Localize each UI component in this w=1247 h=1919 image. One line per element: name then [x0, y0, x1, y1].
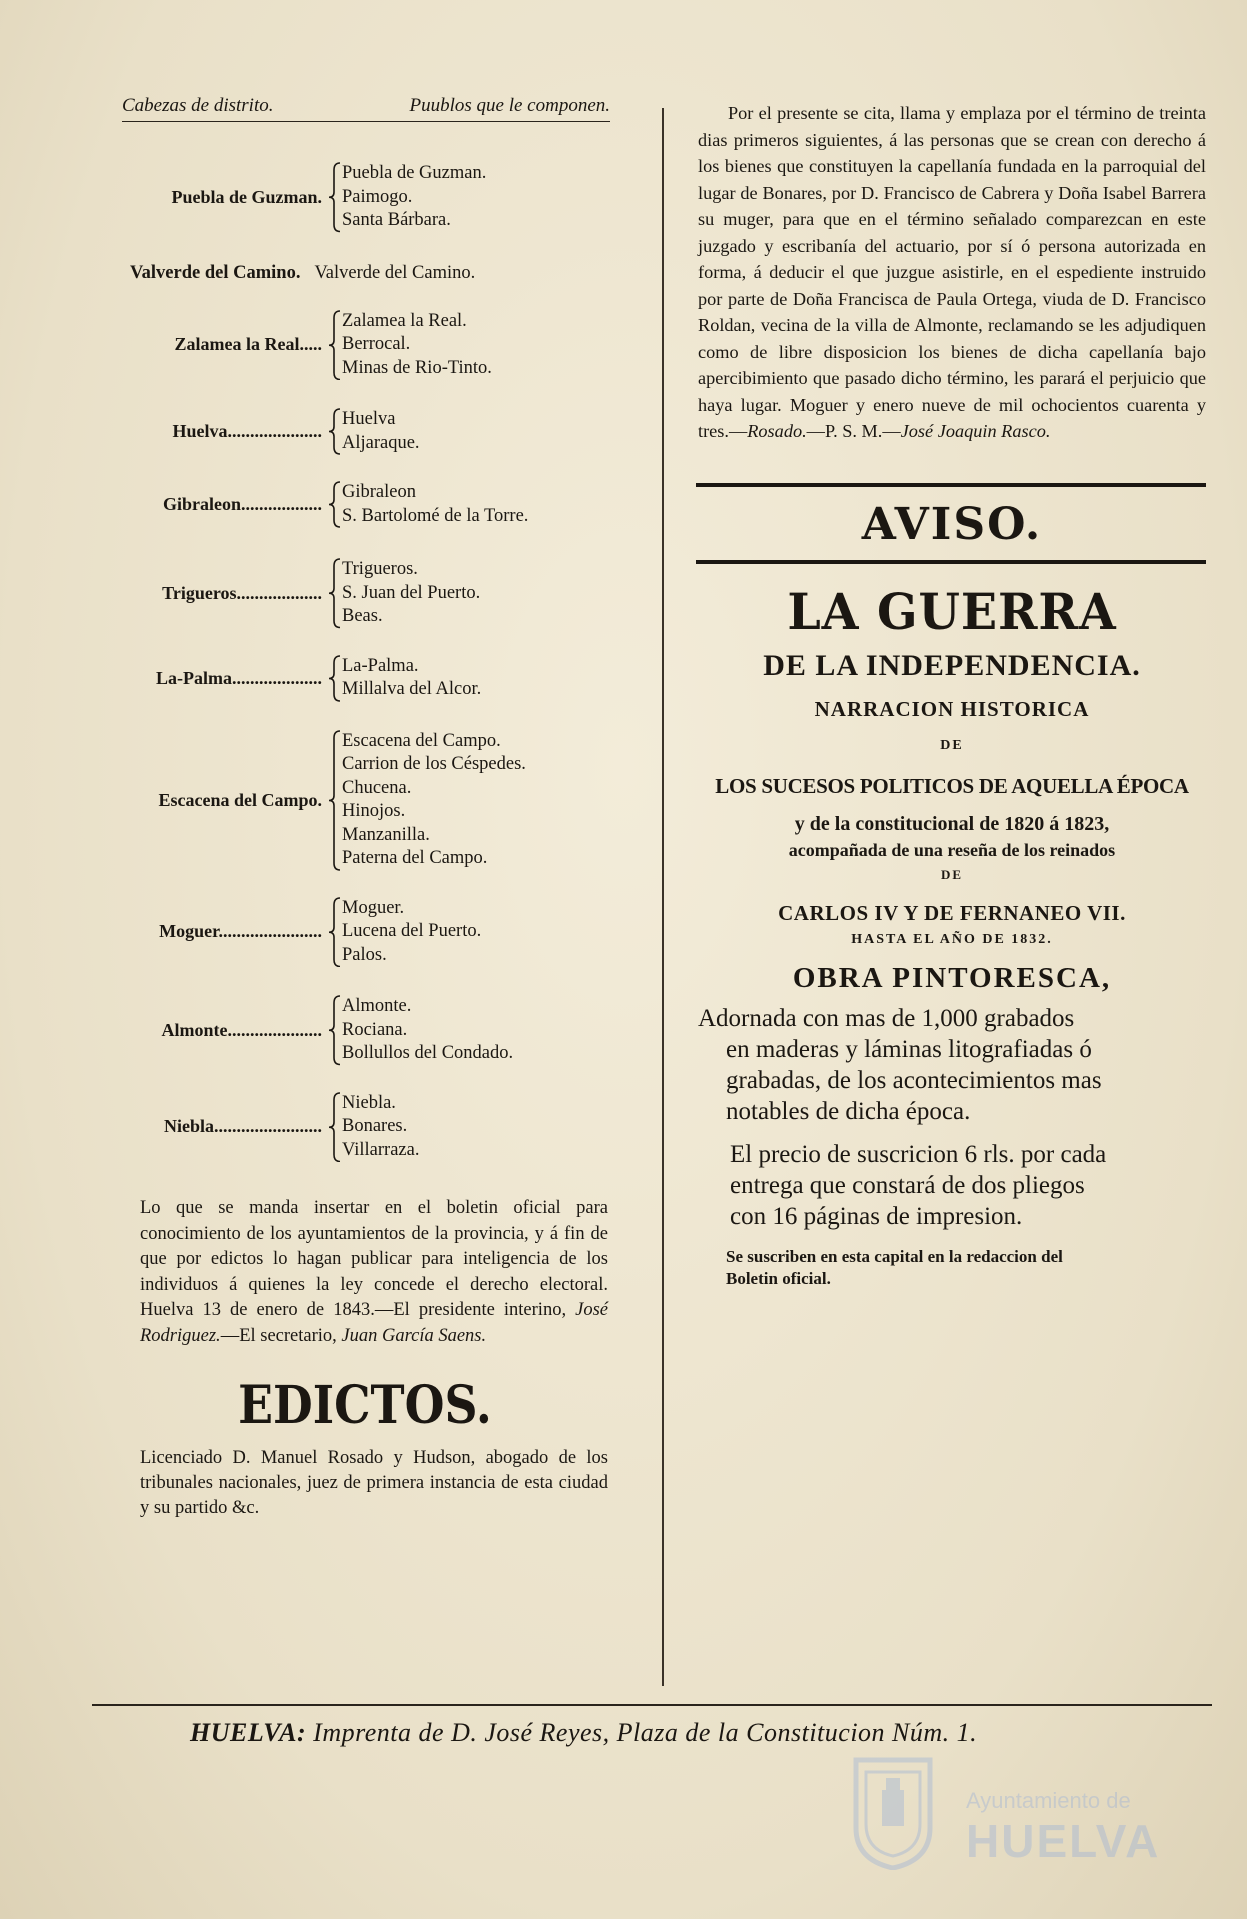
district-town: Almonte. [342, 996, 412, 1016]
district-town: Bollullos del Condado. [342, 1043, 514, 1063]
right-column [698, 100, 1206, 1290]
printer-footer [190, 1718, 977, 1748]
notice-secretary-label: —El secretario, [220, 1325, 342, 1346]
district-town: Carrion de los Céspedes. [342, 754, 526, 774]
district-town: Villarraza. [342, 1139, 420, 1160]
acompanada-line: acompañada de una reseña de los reinados [788, 839, 1116, 860]
district-town: Paterna del Campo. [342, 848, 488, 868]
sucesos-heading: LOS SUCESOS POLITICOS DE AQUELLA ÉPOCA [715, 773, 1189, 798]
constitucional-line: y de la constitucional de 1820 á 1823, [794, 812, 1110, 835]
district-towns [342, 897, 481, 968]
district-towns [342, 408, 420, 455]
cita-sign-rosado: Rosado. [747, 421, 807, 441]
electoral-notice [140, 1196, 608, 1349]
district-town: Millalva del Alcor. [342, 679, 482, 699]
district-row [118, 162, 620, 233]
brace-icon [328, 310, 342, 381]
district-town: Huelva [342, 409, 396, 429]
district-town: Palos. [342, 944, 387, 965]
ayuntamiento-watermark [850, 1750, 1210, 1880]
district-town: Zalamea la Real. [342, 310, 467, 331]
cita-edict [698, 100, 1206, 445]
column-header [122, 95, 610, 122]
notice-president: José Rodriguez. [140, 1300, 608, 1346]
district-towns [342, 995, 513, 1066]
suscriben-line: Se suscriben en esta capital en la redaccion del [726, 1246, 1063, 1266]
district-row [118, 558, 620, 629]
brace-icon [328, 558, 342, 629]
edictos-title: EDICTOS. [238, 1375, 492, 1436]
brace-icon [328, 730, 342, 871]
brace-icon [328, 995, 342, 1066]
footer-imprenta: Imprenta de D. José Reyes, Plaza de la Constitucion Núm. 1. [306, 1718, 978, 1747]
watermark-line2: HUELVA [966, 1815, 1161, 1867]
district-name: Almonte..................... [161, 1019, 322, 1040]
adornada-line: notables de dicha época. [726, 1097, 971, 1125]
district-name: Moguer....................... [159, 921, 322, 942]
licenciado-text: Licenciado D. Manuel Rosado y Hudson, abogado de los tribunales nacionales, juez de primera instancia de esta ciudad y su partido &c. [140, 1448, 608, 1518]
notice-text: Lo que se manda insertar en el boletin oficial para conocimiento de los ayuntamientos de la provincia, y á fin de que por edictos lo hagan publicar para inteligencia de los individuos á quienes la ley concede el derecho electoral. Huelva 13 de enero de 1843.—El presidente interino, [140, 1198, 608, 1320]
precio-line: El precio de suscricion 6 rls. por cada [730, 1140, 1107, 1168]
footer-rule [92, 1704, 1212, 1706]
district-town: Puebla de Guzman. [342, 163, 487, 183]
aviso-title: AVISO. [861, 498, 1043, 550]
brace-icon [328, 655, 342, 702]
district-town: Rociana. [342, 1019, 408, 1040]
district-town: Hinojos. [342, 801, 406, 821]
district-name: Zalamea la Real..... [174, 334, 322, 355]
district-towns [342, 310, 492, 381]
district-town: Niebla. [342, 1092, 396, 1113]
district-row [118, 310, 620, 381]
district-town: Minas de Rio-Tinto. [342, 357, 492, 378]
district-name: Valverde del Camino. [130, 262, 301, 283]
header-towns: Puublos que le componen. [409, 95, 610, 116]
obra-heading: OBRA PINTORESCA, [792, 961, 1112, 994]
district-row [118, 481, 620, 528]
district-row [130, 263, 620, 284]
district-town: Manzanilla. [342, 824, 430, 845]
suscriben-line: Boletin oficial. [726, 1268, 831, 1288]
district-town: Beas. [342, 606, 383, 626]
column-divider [662, 108, 664, 1686]
brace-icon [328, 162, 342, 233]
adornada-line: en maderas y láminas litografiadas ó [726, 1035, 1092, 1063]
adornada-line: grabadas, de los acontecimientos mas [726, 1066, 1102, 1094]
district-name: Trigueros................... [162, 582, 322, 603]
rule-bottom [696, 560, 1206, 564]
district-name: Huelva..................... [172, 421, 322, 441]
narracion-heading: NARRACION HISTORICA [814, 696, 1090, 721]
adornada-line: Adornada con mas de 1,000 grabados [698, 1004, 1075, 1032]
brace-icon [328, 1092, 342, 1163]
district-name: Gibraleon.................. [162, 494, 322, 514]
carlos-heading: CARLOS IV Y DE FERNANEO VII. [778, 900, 1126, 925]
district-name: Escacena del Campo. [158, 789, 322, 810]
cita-sign-rasco: José Joaquin Rasco. [900, 421, 1051, 441]
notice-secretary: Juan García Saens. [341, 1325, 487, 1346]
district-town: Chucena. [342, 777, 412, 798]
precio-block [698, 1139, 1206, 1232]
district-towns [342, 558, 480, 629]
district-name: Niebla........................ [163, 1116, 322, 1137]
district-towns [342, 162, 486, 233]
district-name: La-Palma.................... [156, 667, 322, 688]
district-town: Bonares. [342, 1116, 408, 1136]
district-row [118, 730, 620, 871]
adornada-block [698, 1003, 1206, 1127]
district-town: Lucena del Puerto. [342, 921, 482, 941]
district-town: Moguer. [342, 897, 405, 918]
district-row [118, 897, 620, 968]
district-row [118, 1092, 620, 1163]
district-towns [342, 1092, 419, 1163]
district-town: Gibraleon [342, 482, 416, 502]
brace-icon [328, 897, 342, 968]
district-town: Aljaraque. [342, 432, 420, 453]
district-name: Puebla de Guzman. [171, 186, 322, 207]
footer-city: HUELVA: [190, 1718, 307, 1747]
district-row [118, 655, 620, 702]
de-label: DE [940, 737, 964, 753]
rule-top [696, 483, 1206, 487]
district-towns [342, 481, 528, 528]
hasta-line: HASTA EL AÑO DE 1832. [851, 931, 1053, 947]
precio-line: entrega que constará de dos pliegos [730, 1171, 1085, 1199]
district-town: Santa Bárbara. [342, 210, 451, 230]
district-list [110, 162, 620, 1162]
watermark-line1: Ayuntamiento de [966, 1788, 1131, 1813]
district-town: Valverde del Camino. [314, 262, 476, 283]
cita-text: Por el presente se cita, llama y emplaza por el término de treinta dias primeros siguientes, á las personas que se crean con derecho á los bienes que constituyen la capellanía fundada en la parroquial del lugar de Bonares, por D. Francisco de Cabrera y Doña Isabel Barrera su muger, para que en el término señalado comparezcan en este juzgado y escribanía del actuario, por sí ó persona autorizada en forma, á deducir el que juzgue asistirle, en el espediente instruido por parte de Doña Francisca de Paula Ortega, viuda de D. Francisco Roldan, vecina de la villa de Almonte, reclamando se les adjudiquen como de libre disposicion los bienes de dicha capellanía bajo apercibimiento que pasado dicho término, les parará el perjuicio que haya lugar. Moguer y enero nueve de mil ochocientos cuarenta y tres.— [698, 103, 1206, 441]
district-row [118, 995, 620, 1066]
de-label-2: DE [940, 866, 964, 882]
brace-icon [328, 408, 342, 455]
district-town: La-Palma. [342, 655, 419, 676]
district-row [118, 408, 620, 455]
city-seal-icon [850, 1750, 936, 1870]
brace-icon [328, 481, 342, 528]
left-column [110, 95, 620, 1521]
district-towns [342, 655, 481, 702]
district-towns [342, 730, 526, 871]
guerra-title: LA GUERRA [787, 581, 1117, 641]
district-town: Trigueros. [342, 559, 418, 579]
district-town: Escacena del Campo. [342, 730, 501, 751]
suscriben-block [698, 1246, 1206, 1290]
district-town: S. Juan del Puerto. [342, 582, 481, 603]
independencia-title: DE LA INDEPENDENCIA. [763, 648, 1141, 682]
district-town: S. Bartolomé de la Torre. [342, 505, 529, 526]
header-districts: Cabezas de distrito. [122, 95, 274, 116]
district-town: Paimogo. [342, 186, 413, 207]
cita-sign-mid: —P. S. M.— [806, 421, 901, 441]
precio-line: con 16 páginas de impresion. [730, 1202, 1023, 1230]
district-town: Berrocal. [342, 334, 411, 354]
